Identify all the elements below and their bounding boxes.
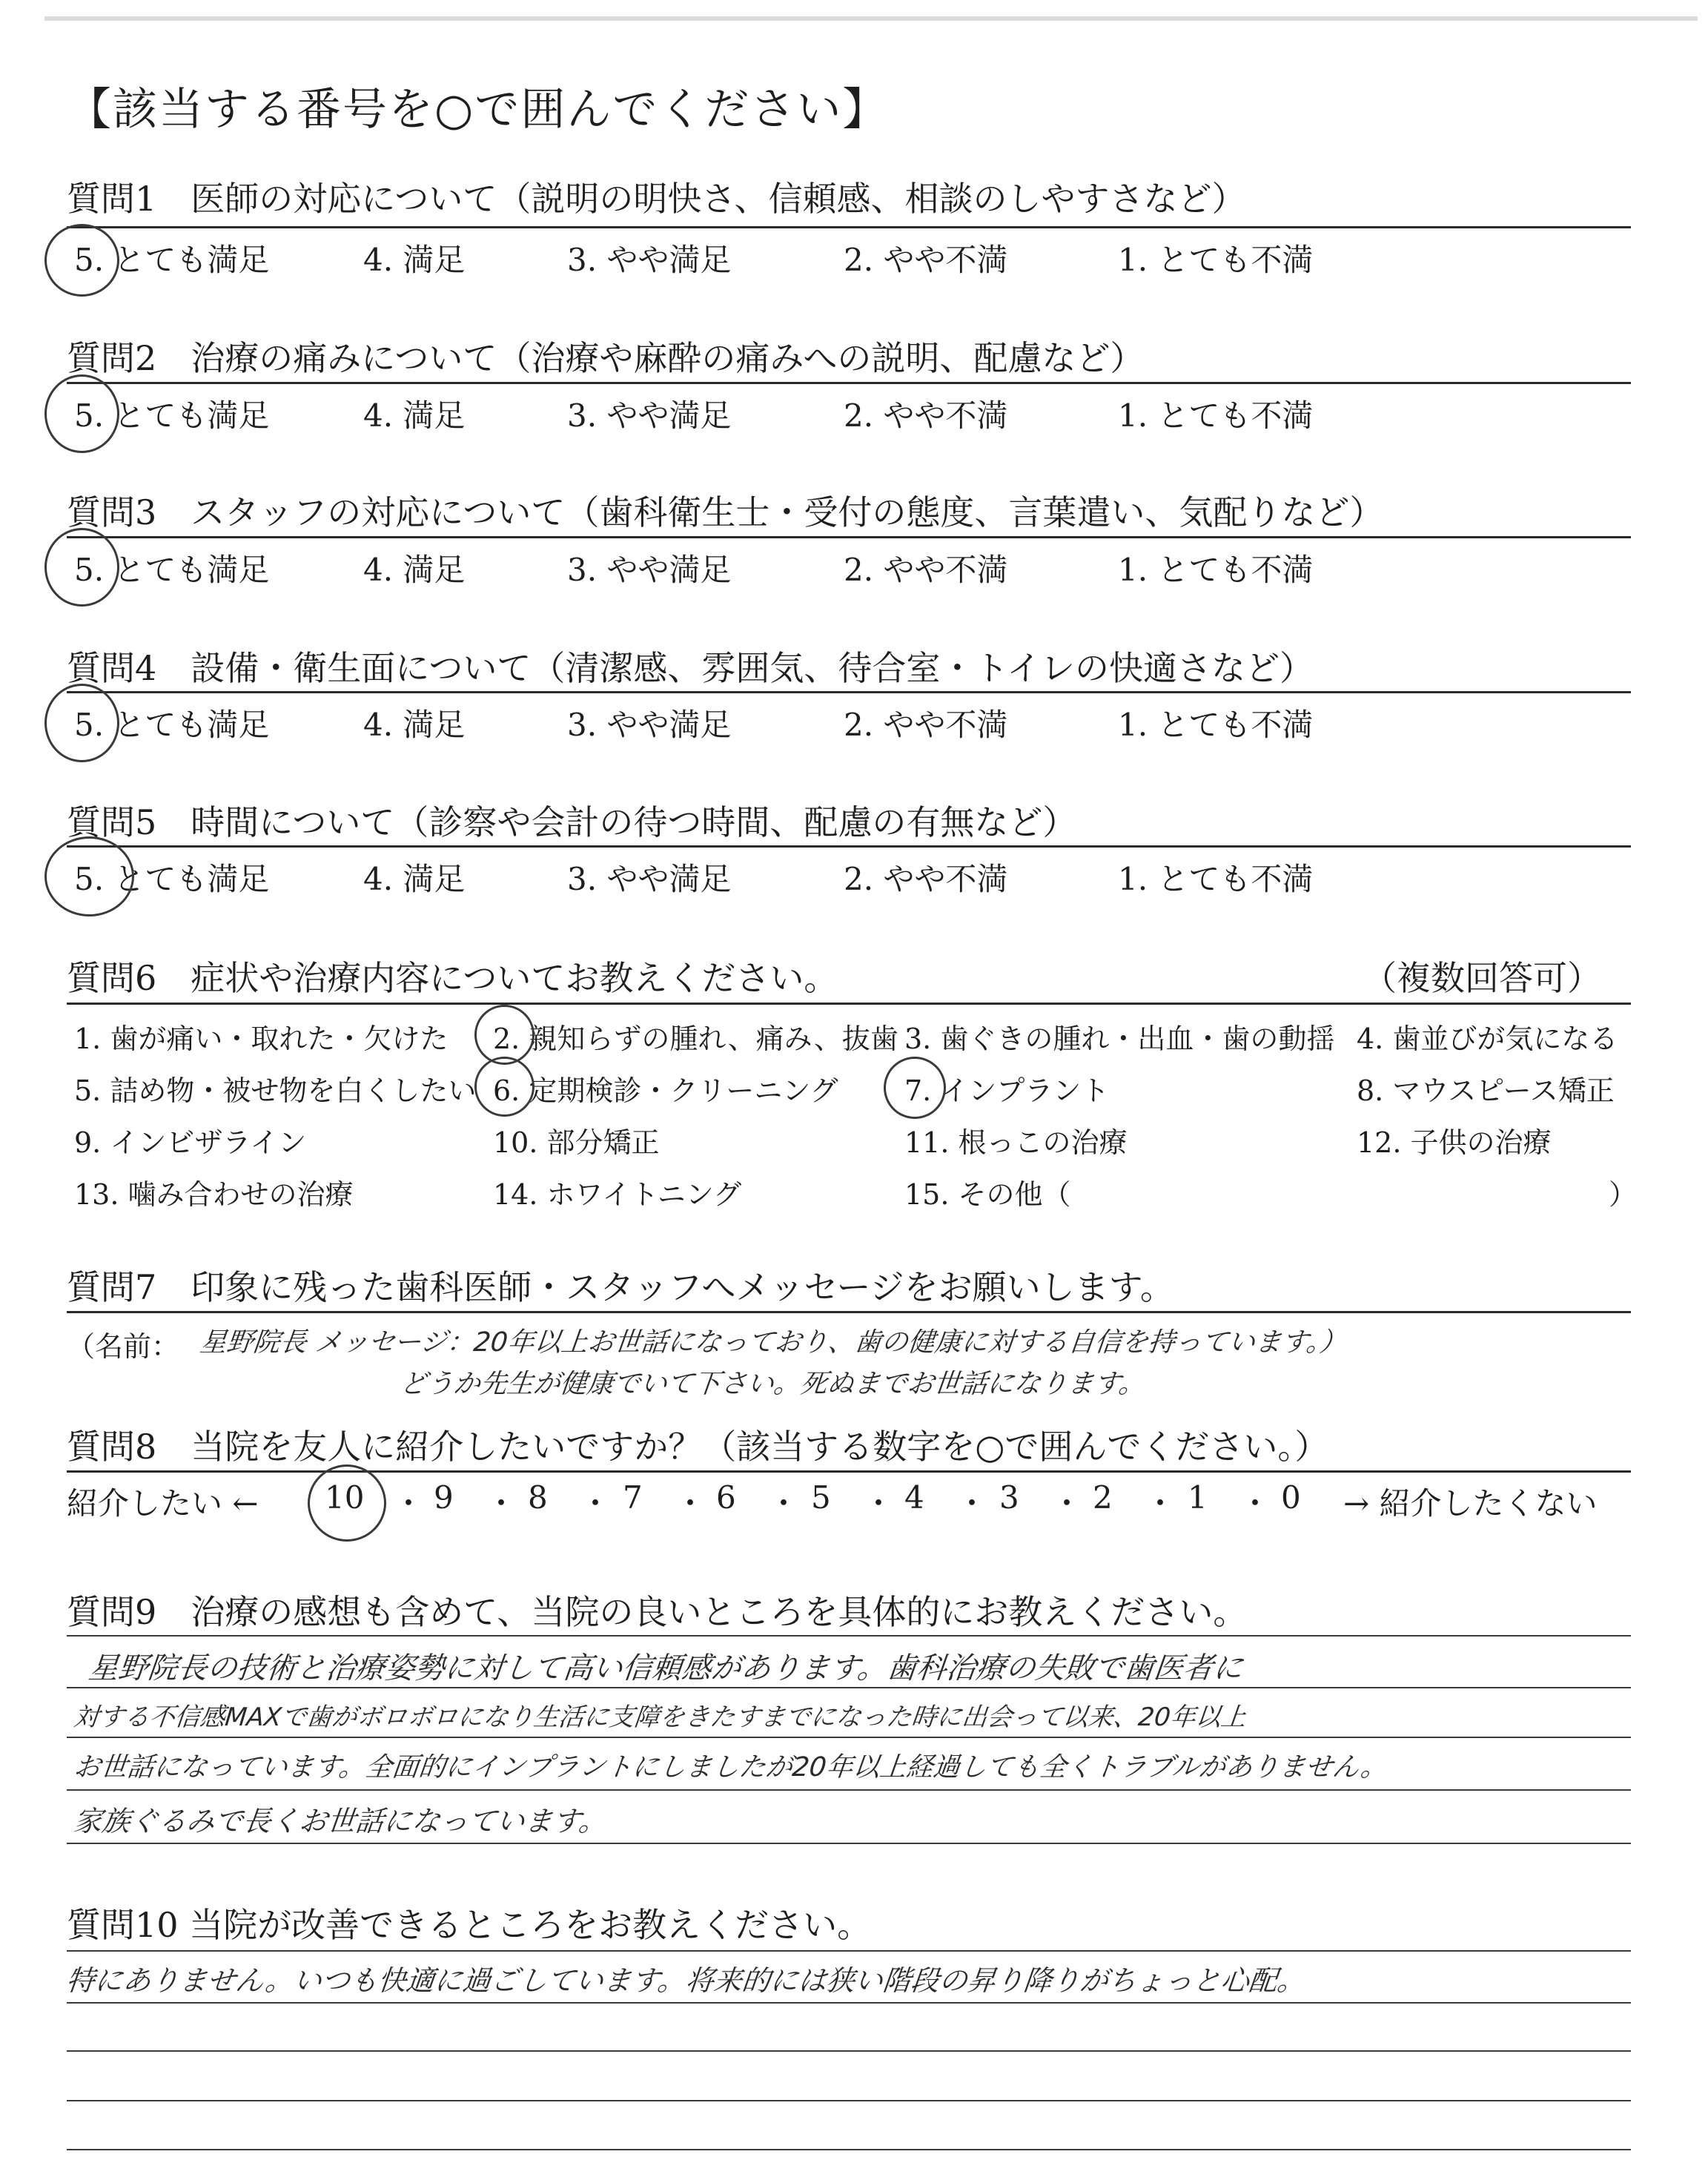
q6-option-12[interactable]: 12. 子供の治療 xyxy=(1357,1126,1552,1159)
q6-option-9[interactable]: 9. インビザライン xyxy=(74,1126,307,1159)
handwritten-answer-line-2: 対する不信感MAXで歯がボロボロになり生活に支障をきたすまでになった時に出会って以来、20年以上 xyxy=(72,1702,1248,1732)
scale-separator: ・ xyxy=(486,1485,517,1522)
answer-circle xyxy=(44,528,119,607)
scale-separator: ・ xyxy=(863,1485,895,1522)
rule xyxy=(67,1311,1631,1313)
scale-8[interactable]: 8 xyxy=(528,1479,548,1516)
rule xyxy=(67,1470,1631,1473)
scale-2[interactable]: 2 xyxy=(1093,1479,1113,1516)
rule xyxy=(67,1789,1631,1791)
scale-5[interactable]: 5 xyxy=(811,1479,831,1516)
scale-separator: ・ xyxy=(768,1485,800,1522)
question-6-title: 質問6 症状や治療内容についてお教えください。 xyxy=(67,958,838,998)
q6-option-7[interactable]: 7. インプラント xyxy=(904,1074,1110,1107)
rule xyxy=(67,2100,1631,2101)
q1-option-1[interactable]: 1. とても不満 xyxy=(1118,242,1314,278)
recommend-left-label: 紹介したい ← xyxy=(67,1485,259,1522)
q4-option-5[interactable]: 5. とても満足 xyxy=(74,707,270,743)
q5-option-5[interactable]: 5. とても満足 xyxy=(74,861,270,897)
q6-option-5[interactable]: 5. 詰め物・被せ物を白くしたい xyxy=(74,1074,477,1107)
scale-separator: ・ xyxy=(393,1485,425,1522)
rule xyxy=(67,1687,1631,1688)
question-7-title: 質問7 印象に残った歯科医師・スタッフへメッセージをお願いします。 xyxy=(67,1267,1174,1307)
q4-option-3[interactable]: 3. やや満足 xyxy=(567,707,732,743)
q6-option-4[interactable]: 4. 歯並びが気になる xyxy=(1357,1023,1618,1055)
rule xyxy=(67,2050,1631,2052)
q1-option-4[interactable]: 4. 満足 xyxy=(363,242,466,278)
page-edge xyxy=(44,16,1698,21)
q1-option-2[interactable]: 2. やや不満 xyxy=(844,242,1008,278)
rule xyxy=(67,1003,1631,1005)
q2-option-3[interactable]: 3. やや満足 xyxy=(567,397,732,434)
handwritten-answer-line-1: 星野院長の技術と治療姿勢に対して高い信頼感があります。歯科治療の失敗で歯医者に xyxy=(87,1651,1245,1685)
scale-separator: ・ xyxy=(580,1485,612,1522)
scale-separator: ・ xyxy=(675,1485,706,1522)
q2-option-4[interactable]: 4. 満足 xyxy=(363,397,466,434)
rule xyxy=(67,691,1631,693)
answer-circle xyxy=(44,684,119,762)
answer-circle xyxy=(308,1464,386,1542)
q6-option-11[interactable]: 11. 根っこの治療 xyxy=(904,1126,1128,1159)
q6-option-15-close: ） xyxy=(1609,1178,1638,1211)
handwritten-improvement-line-1: 特にありません。いつも快適に過ごしています。将来的には狭い階段の昇り降りがちょっと心配。 xyxy=(64,1964,1308,1997)
q4-option-4[interactable]: 4. 満足 xyxy=(363,707,466,743)
scale-separator: ・ xyxy=(956,1485,988,1522)
rule xyxy=(67,2149,1631,2150)
question-3-title: 質問3 スタッフの対応について（歯科衛生士・受付の態度、言葉遣い、気配りなど） xyxy=(67,492,1384,532)
scale-1[interactable]: 1 xyxy=(1188,1479,1208,1516)
q6-option-15[interactable]: 15. その他（ xyxy=(904,1178,1071,1211)
scale-0[interactable]: 0 xyxy=(1281,1479,1301,1516)
question-9-title: 質問9 治療の感想も含めて、当院の良いところを具体的にお教えください。 xyxy=(67,1592,1248,1632)
handwritten-message-line-2: どうか先生が健康でいて下さい。死ぬまでお世話になります。 xyxy=(398,1369,1147,1399)
scale-7[interactable]: 7 xyxy=(623,1479,643,1516)
q3-option-1[interactable]: 1. とても不満 xyxy=(1118,552,1314,588)
q3-option-2[interactable]: 2. やや不満 xyxy=(844,552,1008,588)
answer-circle xyxy=(44,374,119,453)
q5-option-2[interactable]: 2. やや不満 xyxy=(844,861,1008,897)
question-2-title: 質問2 治療の痛みについて（治療や麻酔の痛みへの説明、配慮など） xyxy=(67,338,1145,378)
answer-circle xyxy=(474,1005,534,1065)
rule xyxy=(67,1737,1631,1738)
handwritten-answer-line-3: お世話になっています。全面的にインプラントにしましたが20年以上経過しても全くトラブルがありません。 xyxy=(72,1752,1389,1783)
q3-option-4[interactable]: 4. 満足 xyxy=(363,552,466,588)
rule xyxy=(67,536,1631,538)
q5-option-1[interactable]: 1. とても不満 xyxy=(1118,861,1314,897)
q1-option-3[interactable]: 3. やや満足 xyxy=(567,242,732,278)
rule xyxy=(67,2002,1631,2004)
answer-circle xyxy=(884,1057,946,1119)
recommend-right-label: → 紹介したくない xyxy=(1343,1485,1598,1522)
name-label: （名前： xyxy=(67,1330,180,1363)
rule xyxy=(67,845,1631,848)
scale-separator: ・ xyxy=(1051,1485,1083,1522)
answer-circle xyxy=(44,224,119,297)
scale-4[interactable]: 4 xyxy=(904,1479,924,1516)
q6-option-2[interactable]: 2. 親知らずの腫れ、痛み、抜歯 xyxy=(493,1023,898,1055)
answer-circle xyxy=(44,836,134,916)
q6-option-3[interactable]: 3. 歯ぐきの腫れ・出血・歯の動揺 xyxy=(904,1023,1335,1055)
q6-option-8[interactable]: 8. マウスピース矯正 xyxy=(1357,1074,1615,1107)
q4-option-2[interactable]: 2. やや不満 xyxy=(844,707,1008,743)
scale-separator: ・ xyxy=(1239,1485,1271,1522)
q6-option-10[interactable]: 10. 部分矯正 xyxy=(493,1126,660,1159)
question-1-title: 質問1 医師の対応について（説明の明快さ、信頼感、相談のしやすさなど） xyxy=(67,179,1246,219)
handwritten-answer-line-4: 家族ぐるみで長くお世話になっています。 xyxy=(72,1805,609,1837)
q2-option-2[interactable]: 2. やや不満 xyxy=(844,397,1008,434)
q5-option-4[interactable]: 4. 満足 xyxy=(363,861,466,897)
q3-option-5[interactable]: 5. とても満足 xyxy=(74,552,270,588)
q3-option-3[interactable]: 3. やや満足 xyxy=(567,552,732,588)
q2-option-5[interactable]: 5. とても満足 xyxy=(74,397,270,434)
scale-separator: ・ xyxy=(1145,1485,1176,1522)
q5-option-3[interactable]: 3. やや満足 xyxy=(567,861,732,897)
q4-option-1[interactable]: 1. とても不満 xyxy=(1118,707,1314,743)
q1-option-5[interactable]: 5. とても満足 xyxy=(74,242,270,278)
question-5-title: 質問5 時間について（診察や会計の待つ時間、配慮の有無など） xyxy=(67,802,1077,842)
rule xyxy=(67,382,1631,384)
rule xyxy=(67,1843,1631,1844)
rule xyxy=(67,1950,1631,1952)
rule xyxy=(67,1635,1631,1636)
scale-6[interactable]: 6 xyxy=(716,1479,736,1516)
q6-option-14[interactable]: 14. ホワイトニング xyxy=(493,1178,742,1211)
page-title: 【該当する番号を○で囲んでください】 xyxy=(67,84,889,136)
question-8-title: 質問8 当院を友人に紹介したいですか？（該当する数字を○で囲んでください。） xyxy=(67,1427,1329,1467)
q6-option-6[interactable]: 6. 定期検診・クリーニング xyxy=(493,1074,838,1107)
q6-option-13[interactable]: 13. 噛み合わせの治療 xyxy=(74,1178,354,1211)
scale-3[interactable]: 3 xyxy=(999,1479,1019,1516)
rule xyxy=(67,226,1631,228)
handwritten-message-line-1: 星野院長 メッセージ：20年以上お世話になっており、歯の健康に対する自信を持っています。） xyxy=(198,1327,1348,1358)
answer-circle xyxy=(474,1057,534,1117)
question-4-title: 質問4 設備・衛生面について（清潔感、雰囲気、待合室・トイレの快適さなど） xyxy=(67,648,1314,688)
scale-10[interactable]: 10 xyxy=(325,1479,365,1516)
q6-option-1[interactable]: 1. 歯が痛い・取れた・欠けた xyxy=(74,1023,448,1055)
question-10-title: 質問10 当院が改善できるところをお教えください。 xyxy=(67,1905,872,1945)
q2-option-1[interactable]: 1. とても不満 xyxy=(1118,397,1314,434)
multiple-answers-note: （複数回答可） xyxy=(1363,958,1601,998)
scale-9[interactable]: 9 xyxy=(434,1479,454,1516)
